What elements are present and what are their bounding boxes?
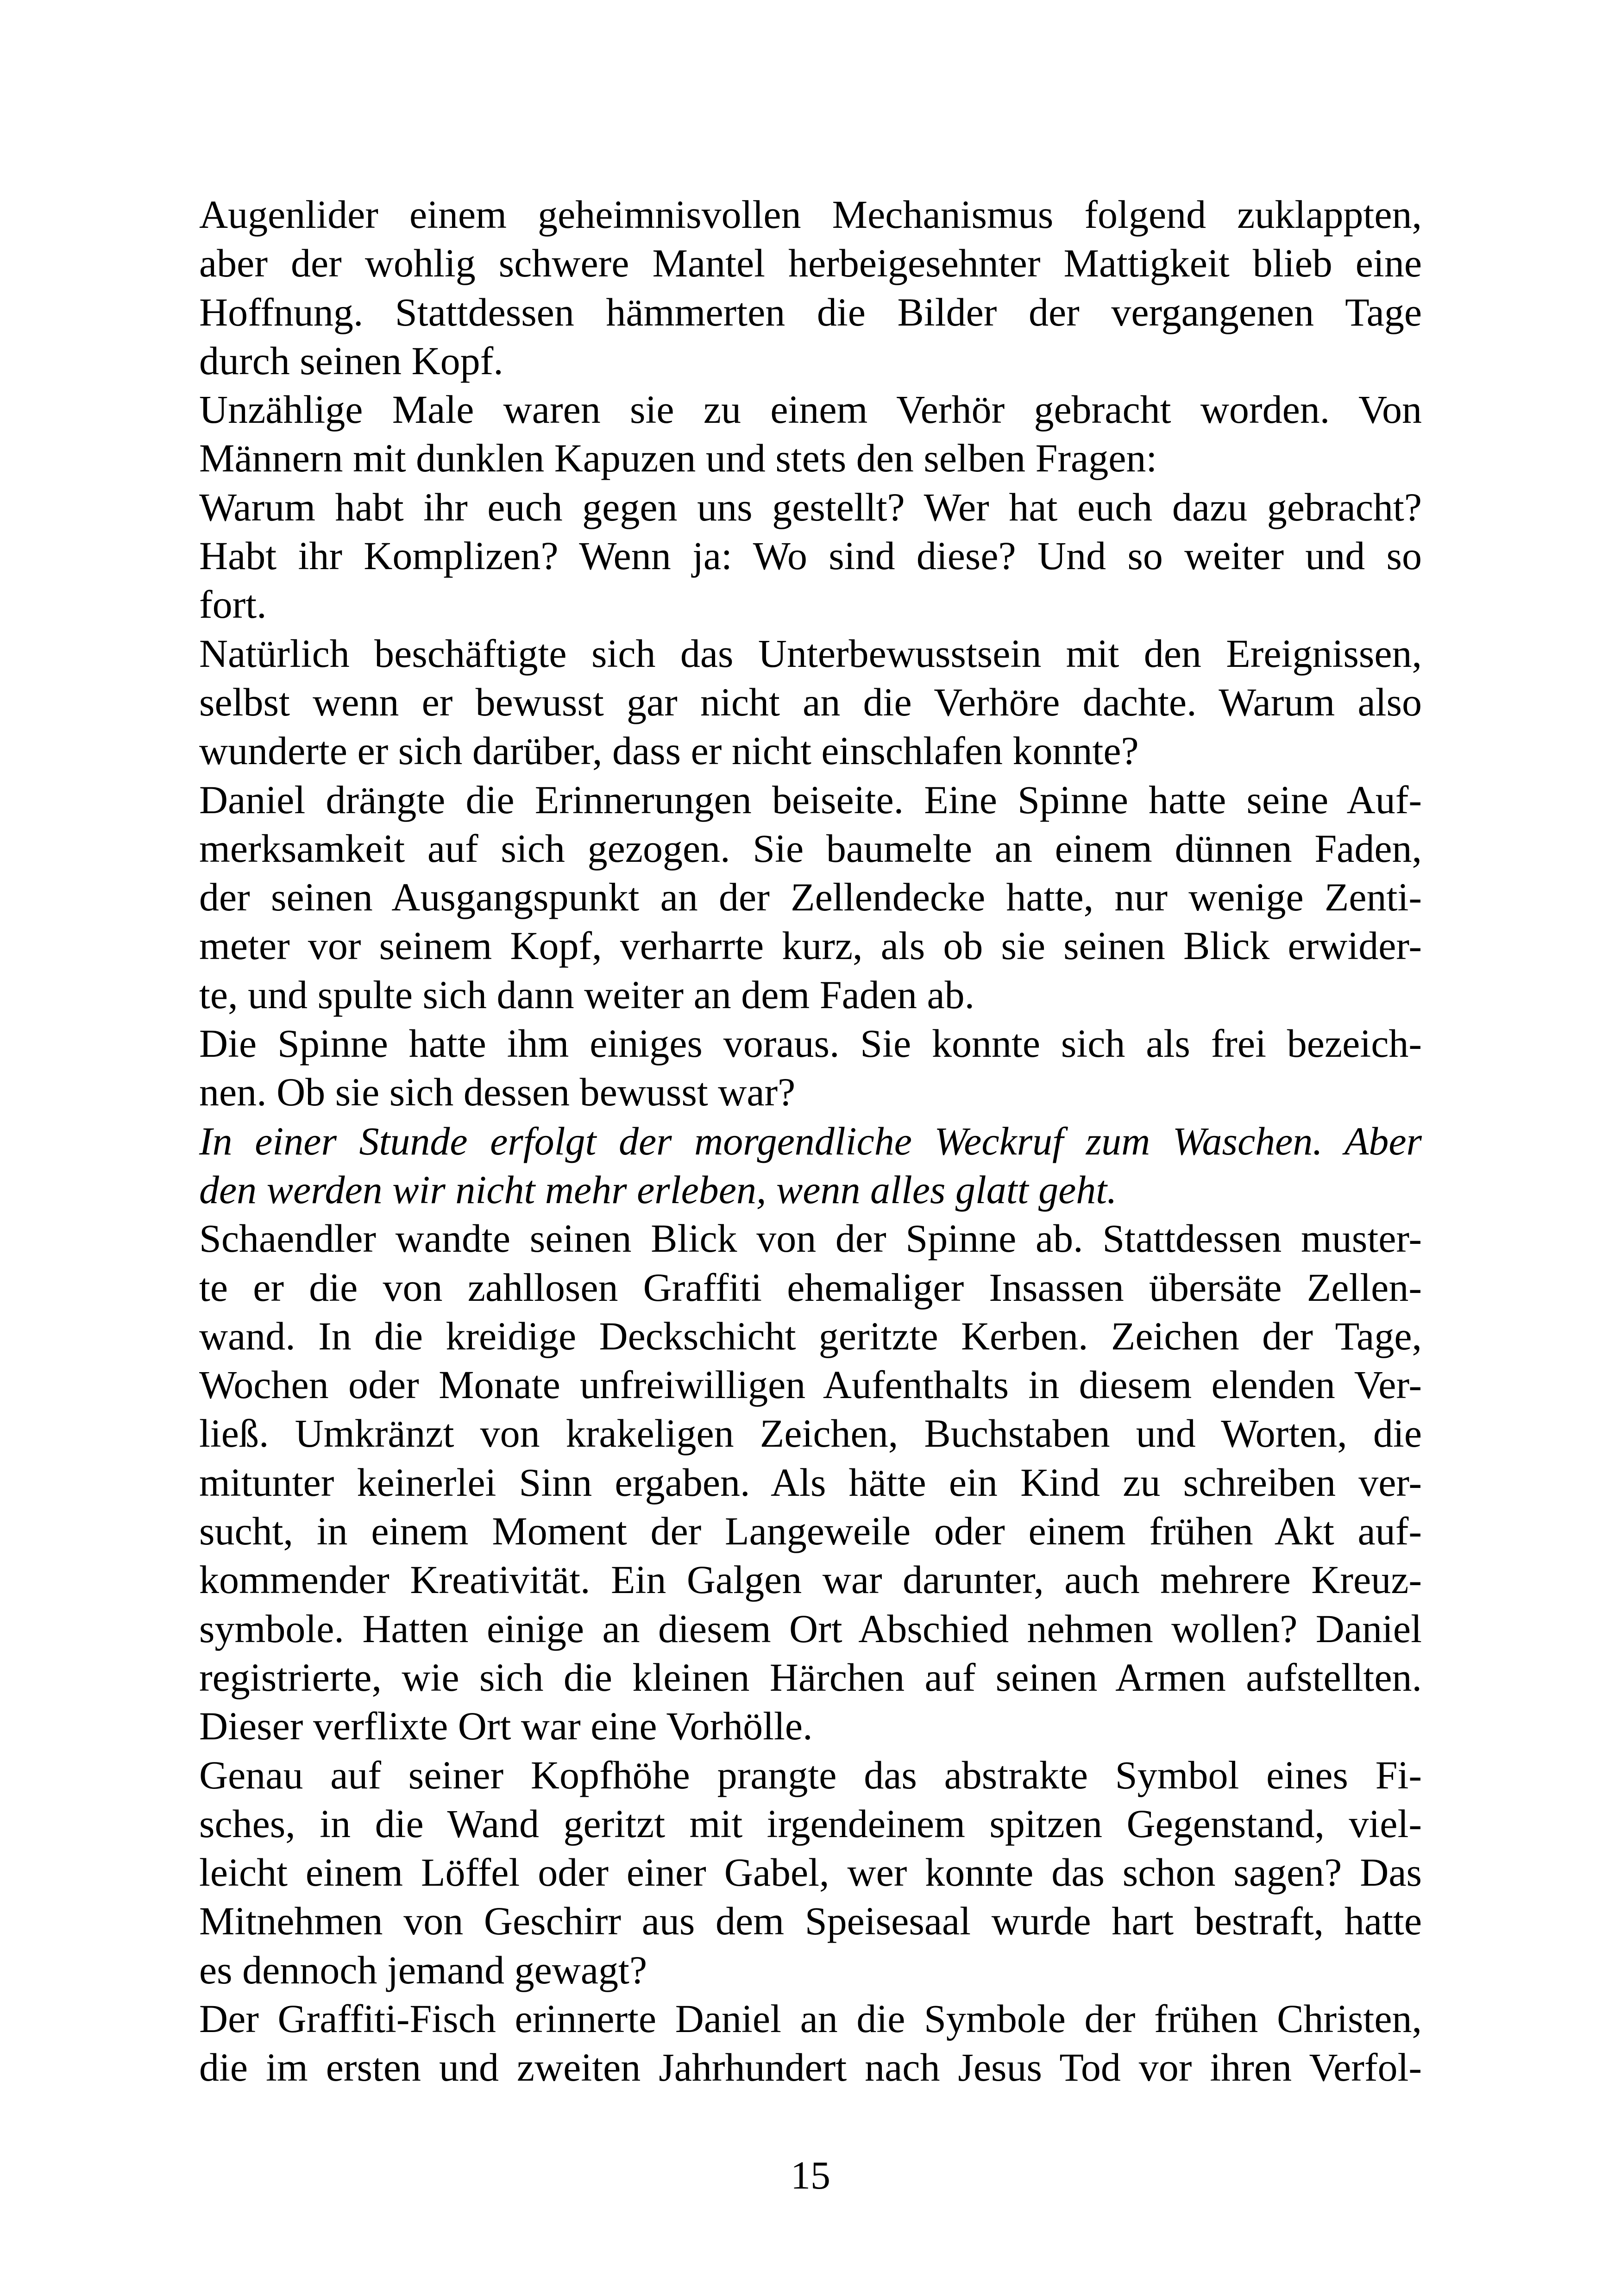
text-line: die im ersten und zweiten Jahrhundert nach Jesus Tod vor ihren Verfol- [199, 2045, 1422, 2090]
text-line: Wochen oder Monate unfreiwilligen Aufenthalts in diesem elenden Ver- [199, 1362, 1422, 1407]
text-line: aber der wohlig schwere Mantel herbeigesehnter Mattigkeit blieb eine [199, 241, 1422, 286]
text-line: der seinen Ausgangspunkt an der Zellendecke hatte, nur wenige Zenti- [199, 875, 1422, 920]
text-line: nen. Ob sie sich dessen bewusst war? [199, 1070, 796, 1115]
text-line: In einer Stunde erfolgt der morgendliche Weckruf zum Waschen. Aber [199, 1118, 1422, 1163]
text-line: es dennoch jemand gewagt? [199, 1947, 647, 1992]
text-line: Unzählige Male waren sie zu einem Verhör gebracht worden. Von [199, 387, 1422, 432]
text-line: te, und spulte sich dann weiter an dem Faden ab. [199, 972, 975, 1017]
text-line: Genau auf seiner Kopfhöhe prangte das abstrakte Symbol eines Fi- [199, 1752, 1422, 1797]
text-line: wunderte er sich darüber, dass er nicht einschlafen konnte? [199, 728, 1139, 773]
text-line: Natürlich beschäftigte sich das Unterbewusstsein mit den Ereignissen, [199, 631, 1422, 676]
text-line: merksamkeit auf sich gezogen. Sie baumelte an einem dünnen Faden, [199, 826, 1422, 871]
text-line: selbst wenn er bewusst gar nicht an die Verhöre dachte. Warum also [199, 679, 1422, 724]
text-line: den werden wir nicht mehr erleben, wenn alles glatt geht. [199, 1167, 1117, 1212]
text-line: Der Graffiti-Fisch erinnerte Daniel an die Symbole der frühen Christen, [199, 1996, 1422, 2041]
text-line: fort. [199, 582, 267, 627]
text-line: Mitnehmen von Geschirr aus dem Speisesaal wurde hart bestraft, hatte [199, 1899, 1422, 1944]
text-line: Augenlider einem geheimnisvollen Mechanismus folgend zuklappten, [199, 192, 1422, 237]
text-line: registrierte, wie sich die kleinen Härchen auf seinen Armen aufstellten. [199, 1655, 1422, 1700]
text-line: Hoffnung. Stattdessen hämmerten die Bilder der vergangenen Tage [199, 289, 1422, 334]
text-line: Habt ihr Komplizen? Wenn ja: Wo sind diese? Und so weiter und so [199, 533, 1422, 578]
text-block [199, 190, 1422, 2092]
text-line: sucht, in einem Moment der Langeweile oder einem frühen Akt auf- [199, 1509, 1422, 1554]
text-line: kommender Kreativität. Ein Galgen war darunter, auch mehrere Kreuz- [199, 1557, 1422, 1602]
text-line: Daniel drängte die Erinnerungen beiseite. Eine Spinne hatte seine Auf- [199, 777, 1422, 822]
text-line: symbole. Hatten einige an diesem Ort Abschied nehmen wollen? Daniel [199, 1606, 1422, 1651]
text-line: te er die von zahllosen Graffiti ehemaliger Insassen übersäte Zellen- [199, 1265, 1422, 1310]
text-line: meter vor seinem Kopf, verharrte kurz, als ob sie seinen Blick erwider- [199, 923, 1422, 968]
text-line: Die Spinne hatte ihm einiges voraus. Sie konnte sich als frei bezeich- [199, 1021, 1422, 1066]
text-line: Dieser verflixte Ort war eine Vorhölle. [199, 1704, 813, 1749]
text-line: mitunter keinerlei Sinn ergaben. Als hätte ein Kind zu schreiben ver- [199, 1460, 1422, 1505]
text-line: leicht einem Löffel oder einer Gabel, wer konnte das schon sagen? Das [199, 1850, 1422, 1895]
text-line: Warum habt ihr euch gegen uns gestellt? Wer hat euch dazu gebracht? [199, 484, 1422, 529]
text-line: ließ. Umkränzt von krakeligen Zeichen, Buchstaben und Worten, die [199, 1411, 1422, 1456]
text-line: sches, in die Wand geritzt mit irgendeinem spitzen Gegenstand, viel- [199, 1801, 1422, 1846]
text-line: Männern mit dunklen Kapuzen und stets den selben Fragen: [199, 436, 1157, 481]
page-number: 15 [791, 2153, 830, 2197]
text-line: durch seinen Kopf. [199, 338, 503, 383]
text-line: wand. In die kreidige Deckschicht geritzte Kerben. Zeichen der Tage, [199, 1313, 1422, 1358]
text-line: Schaendler wandte seinen Blick von der Spinne ab. Stattdessen muster- [199, 1216, 1422, 1261]
